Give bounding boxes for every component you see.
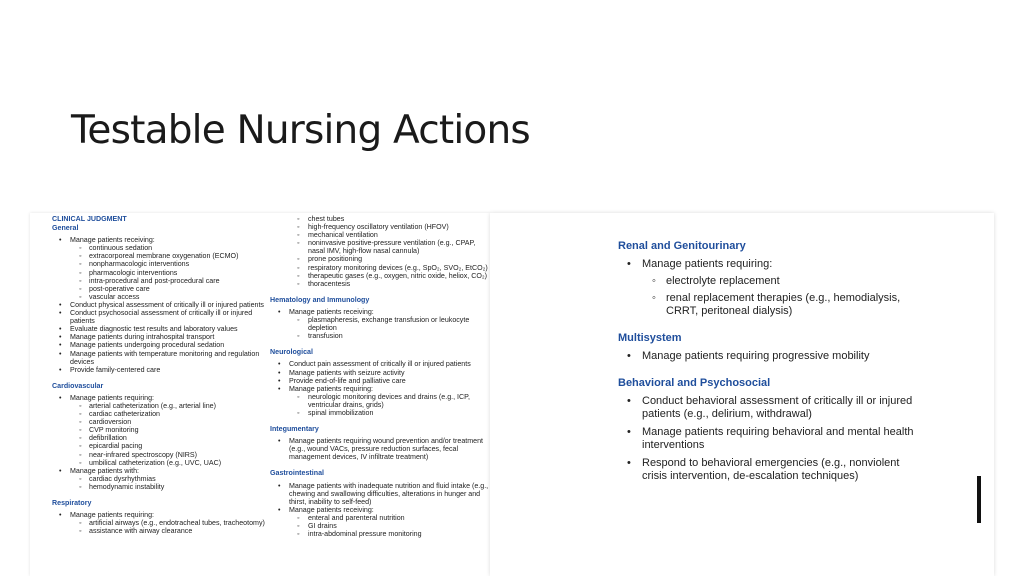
neurological-heading: Neurological — [270, 348, 313, 357]
list-item: • Manage patients during intrahospital transport — [52, 333, 267, 341]
integumentary-heading: Integumentary — [270, 425, 319, 434]
list-item: • Manage patients undergoing procedural sedation — [52, 341, 267, 349]
list-item: • Manage patients requiring behavioral and mental health interventions — [618, 426, 918, 452]
list-subitem: ◦ cardiac catheterization — [52, 410, 267, 418]
list-subitem: ◦ CVP monitoring — [52, 426, 267, 434]
right-column — [618, 240, 918, 483]
list-subitem: ◦ assistance with airway clearance — [52, 527, 267, 535]
list-subitem: ◦ electrolyte replacement — [618, 275, 918, 288]
list-subitem: ◦ neurologic monitoring devices and drains (e.g., ICP, ventricular drains, grids) — [270, 393, 490, 409]
list-subitem: ◦ cardiac dysrhythmias — [52, 475, 267, 483]
list-subitem: ◦ epicardial pacing — [52, 442, 267, 450]
list-subitem: ◦ arterial catheterization (e.g., arterial line) — [52, 402, 267, 410]
list-subitem: ◦ continuous sedation — [52, 244, 267, 252]
list-item: • Manage patients receiving: — [52, 236, 267, 244]
list-subitem: ◦ intra-procedural and post-procedural care — [52, 277, 267, 285]
list-item: • Conduct psychosocial assessment of critically ill or injured patients — [52, 309, 267, 325]
list-item: • Conduct physical assessment of critically ill or injured patients — [52, 301, 267, 309]
respiratory-continued-list — [270, 215, 490, 288]
list-item: • Manage patients requiring: — [618, 258, 918, 271]
list-item: • Manage patients requiring: — [52, 394, 267, 402]
list-subitem: ◦ defibrillation — [52, 434, 267, 442]
list-item: • Conduct behavioral assessment of critically ill or injured patients (e.g., delirium, withdrawal) — [618, 395, 918, 421]
general-heading: General — [52, 224, 79, 233]
list-subitem: ◦ hemodynamic instability — [52, 483, 267, 491]
list-item: • Conduct pain assessment of critically ill or injured patients — [270, 360, 490, 368]
list-subitem: ◦ chest tubes — [270, 215, 490, 223]
integumentary-list — [270, 437, 490, 461]
neurological-list — [270, 360, 490, 417]
list-item: • Manage patients receiving: — [270, 506, 490, 514]
text-cursor-bar — [977, 476, 981, 523]
list-subitem: ◦ high-frequency oscillatory ventilation (HFOV) — [270, 223, 490, 231]
list-item: • Manage patients receiving: — [270, 308, 490, 316]
list-subitem: ◦ extracorporeal membrane oxygenation (ECMO) — [52, 252, 267, 260]
list-item: • Manage patients requiring progressive mobility — [618, 350, 918, 363]
cardiovascular-heading: Cardiovascular — [52, 381, 104, 390]
slide-title: Testable Nursing Actions — [71, 108, 530, 153]
list-subitem: ◦ enteral and parenteral nutrition — [270, 514, 490, 522]
list-subitem: ◦ thoracentesis — [270, 280, 490, 288]
hematology-list — [270, 308, 490, 340]
list-subitem: ◦ cardioversion — [52, 418, 267, 426]
list-item: • Manage patients requiring: — [270, 385, 490, 393]
list-item: • Manage patients requiring wound prevention and/or treatment (e.g., wound VACs, pressure reduction surfaces, fecal management devices, IV infiltrate treatment) — [270, 437, 490, 461]
list-subitem: ◦ mechanical ventilation — [270, 231, 490, 239]
list-subitem: ◦ renal replacement therapies (e.g., hemodialysis, CRRT, peritoneal dialysis) — [618, 292, 918, 318]
gastrointestinal-heading: Gastrointestinal — [270, 469, 325, 478]
left-column — [52, 215, 267, 535]
list-item: • Respond to behavioral emergencies (e.g., nonviolent crisis intervention, de-escalation techniques) — [618, 457, 918, 483]
list-item: • Evaluate diagnostic test results and laboratory values — [52, 325, 267, 333]
behavioral-heading: Behavioral and Psychosocial — [618, 377, 771, 389]
list-subitem: ◦ GI drains — [270, 522, 490, 530]
respiratory-heading: Respiratory — [52, 499, 92, 507]
list-subitem: ◦ vascular access — [52, 293, 267, 301]
list-subitem: ◦ nonpharmacologic interventions — [52, 260, 267, 268]
list-item: • Provide end-of-life and palliative care — [270, 377, 490, 385]
list-item: • Manage patients with seizure activity — [270, 369, 490, 377]
list-subitem: ◦ spinal immobilization — [270, 409, 490, 417]
list-subitem: ◦ intra-abdominal pressure monitoring — [270, 530, 490, 538]
list-subitem: ◦ post-operative care — [52, 285, 267, 293]
list-subitem: ◦ respiratory monitoring devices (e.g., SpO₂, SVO₂, EtCO₂) — [270, 264, 490, 272]
list-subitem: ◦ transfusion — [270, 332, 490, 340]
list-subitem: ◦ artificial airways (e.g., endotracheal tubes, tracheotomy) — [52, 519, 267, 527]
list-subitem: ◦ prone positioning — [270, 255, 490, 263]
middle-column — [270, 215, 490, 538]
renal-heading: Renal and Genitourinary — [618, 240, 746, 252]
multisystem-heading: Multisystem — [618, 332, 682, 344]
list-item: • Manage patients with temperature monitoring and regulation devices — [52, 350, 267, 366]
hematology-heading: Hematology and Immunology — [270, 295, 370, 304]
list-subitem: ◦ noninvasive positive-pressure ventilation (e.g., CPAP, nasal IMV, high-flow nasal cannula) — [270, 239, 490, 255]
list-subitem: ◦ pharmacologic interventions — [52, 269, 267, 277]
respiratory-list — [52, 511, 267, 535]
general-list — [52, 236, 267, 374]
list-item: • Manage patients with inadequate nutrition and fluid intake (e.g., chewing and swallowing difficulties, alterations in hunger and thirst, inability to self-feed) — [270, 482, 490, 506]
list-subitem: ◦ plasmapheresis, exchange transfusion or leukocyte depletion — [270, 316, 490, 332]
clinical-judgment-heading: CLINICAL JUDGMENT — [52, 215, 127, 223]
gastrointestinal-list — [270, 482, 490, 539]
list-item: • Manage patients with: — [52, 467, 267, 475]
list-subitem: ◦ near-infrared spectroscopy (NIRS) — [52, 451, 267, 459]
list-item: • Provide family-centered care — [52, 366, 267, 374]
list-item: • Manage patients requiring: — [52, 511, 267, 519]
list-subitem: ◦ therapeutic gases (e.g., oxygen, nitric oxide, heliox, CO₂) — [270, 272, 490, 280]
list-subitem: ◦ umbilical catheterization (e.g., UVC, UAC) — [52, 459, 267, 467]
cardiovascular-list — [52, 394, 267, 491]
